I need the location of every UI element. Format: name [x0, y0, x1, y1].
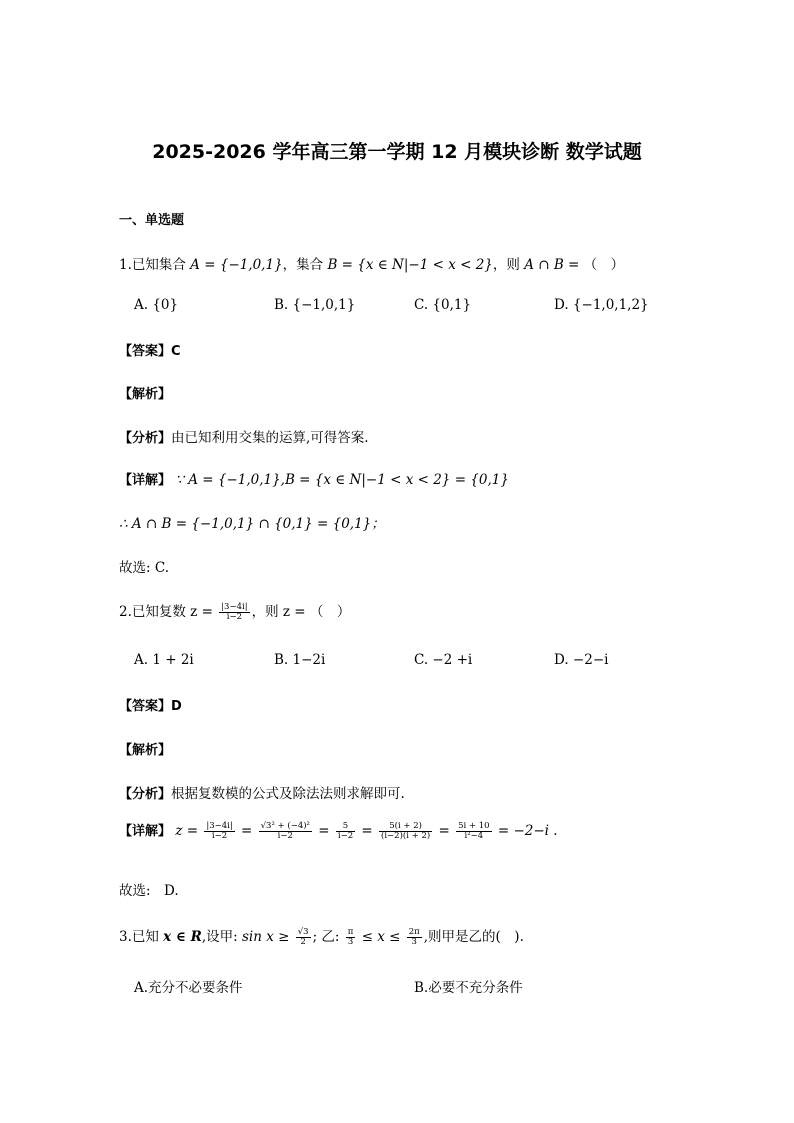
- q2-eq-1: =: [236, 823, 257, 839]
- q1-analysis-label: 【分析】: [119, 431, 172, 446]
- q2-f2-num: √3² + (−4)²: [260, 820, 310, 831]
- q2-f2-den: i−2: [277, 831, 293, 841]
- q2-stem-fraction: [219, 603, 249, 623]
- q1-stem-c: ，则: [492, 257, 525, 273]
- q2-detail-frac-4: [379, 822, 432, 842]
- q2-detail-frac-2: [259, 822, 312, 842]
- q2-detail-frac-1: [204, 822, 234, 842]
- q2-option-d: D. −2−i: [554, 652, 609, 668]
- q2-stem-frac-num: |3−4i|: [221, 601, 248, 612]
- q2-analysis-label: 【分析】: [119, 787, 172, 802]
- q2-f1-den: i−2: [211, 831, 228, 841]
- q2-f4-den: (i−2)(i + 2): [381, 831, 431, 841]
- q2-eq-4: =: [434, 823, 455, 839]
- q1-step: [119, 512, 385, 532]
- q1-choose: 故选: C.: [119, 560, 169, 576]
- q1-detail: [119, 469, 509, 488]
- q1-step-text: ∴ A ∩ B = {−1,0,1} ∩ {0,1} = {0,1}；: [119, 516, 385, 532]
- q2-analysis-text: 根据复数模的公式及除法法则求解即可.: [171, 786, 405, 802]
- q3-frac-3: [407, 928, 422, 948]
- q3-frac-2: [346, 928, 356, 948]
- q2-eq-2: =: [313, 823, 334, 839]
- section-heading: 一、单选题: [119, 213, 185, 228]
- q1-set-a: A = {−1,0,1}: [190, 257, 283, 273]
- q3-option-b: B.必要不充分条件: [414, 980, 523, 996]
- q1-stem-a: 1.已知集合: [119, 257, 191, 273]
- q1-ask: A ∩ B =: [524, 257, 584, 273]
- q2-detail-label: 【详解】: [119, 824, 172, 839]
- q3-x-in-r: x ∈ R: [163, 929, 202, 945]
- question-2-stem: [119, 600, 350, 622]
- q3-sin: sin x ≥: [241, 929, 294, 945]
- q1-paren: （ ）: [583, 257, 625, 273]
- q1-jiexi-label: 【解析】: [119, 387, 172, 402]
- q1-answer: 【答案】C: [119, 344, 181, 359]
- question-3-stem: [119, 925, 524, 947]
- q3-f3-num: 2π: [408, 926, 420, 937]
- q3-stem-a: 3.已知: [119, 929, 164, 945]
- q1-analysis-text: 由已知利用交集的运算,可得答案.: [171, 430, 369, 446]
- q2-option-c: C. −2 +i: [414, 652, 473, 668]
- q2-f1-num: |3−4i|: [206, 820, 233, 831]
- q2-f5-den: i²−4: [464, 831, 484, 841]
- q2-detail: [119, 820, 558, 841]
- q2-stem-a: 2.已知复数 z =: [119, 604, 218, 620]
- q2-option-b: B. 1−2i: [274, 652, 326, 668]
- q1-set-b: B = {x ∈ N|−1 < x < 2}: [327, 257, 493, 273]
- q2-f4-num: 5(i + 2): [379, 822, 432, 832]
- q3-frac-1: [296, 928, 311, 948]
- q2-stem-b: ，则 z = （ ）: [251, 604, 351, 620]
- q2-f3-num: 5: [336, 822, 355, 832]
- q1-option-b: B. {−1,0,1}: [274, 297, 356, 313]
- q3-stem-b: ,设甲:: [201, 929, 242, 945]
- q1-stem-b: ，集合: [282, 257, 328, 273]
- q2-choose: 故选: D.: [119, 883, 179, 899]
- q1-option-d: D. {−1,0,1,2}: [554, 297, 649, 313]
- q3-ineq: ≤ x ≤: [357, 929, 405, 945]
- q2-analysis: [119, 782, 405, 802]
- q2-stem-frac-den: i−2: [226, 612, 242, 622]
- q2-result: = −2−i .: [493, 823, 558, 839]
- q3-stem-c: ; 乙:: [312, 929, 344, 945]
- q2-detail-frac-5: [456, 822, 491, 842]
- q1-detail-label: 【详解】: [119, 473, 172, 488]
- q3-f2-num: π: [347, 926, 354, 937]
- q3-f3-den: 3: [411, 937, 417, 947]
- q3-f1-num: √3: [297, 926, 309, 937]
- q2-eq-3: =: [357, 823, 378, 839]
- q1-detail-text: ∵ A = {−1,0,1},B = {x ∈ N|−1 < x < 2} = {0,1}: [175, 472, 509, 488]
- q1-analysis: [119, 426, 369, 446]
- q2-detail-z: z =: [175, 823, 203, 839]
- q1-option-c: C. {0,1}: [414, 297, 472, 313]
- q3-f2-den: 3: [347, 937, 354, 947]
- q3-f1-den: 2: [300, 937, 306, 947]
- q2-answer: 【答案】D: [119, 699, 182, 714]
- q2-option-a: A. 1 + 2i: [134, 652, 194, 668]
- page-title: 2025-2026 学年高三第一学期 12 月模块诊断 数学试题: [152, 141, 642, 163]
- q2-f5-num: 5i + 10: [458, 820, 490, 831]
- q3-option-a: A.充分不必要条件: [134, 980, 243, 996]
- q3-stem-d: ,则甲是乙的( ).: [423, 929, 524, 945]
- q2-f3-den: i−2: [337, 831, 354, 841]
- q2-jiexi-label: 【解析】: [119, 743, 172, 758]
- q1-option-a: A. {0}: [134, 297, 179, 313]
- q2-detail-frac-3: [336, 822, 355, 842]
- question-1-stem: [119, 253, 624, 273]
